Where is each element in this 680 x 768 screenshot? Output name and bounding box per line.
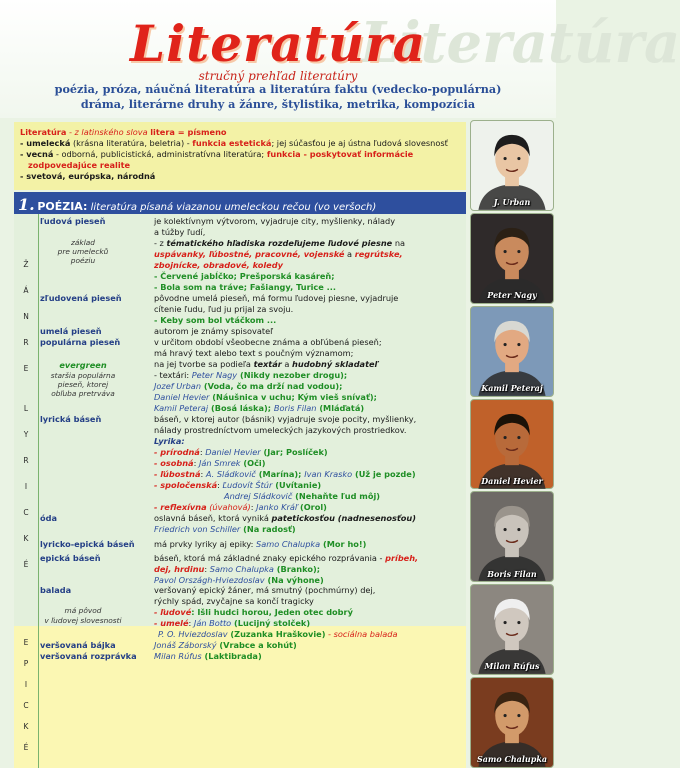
side-letter: E [23,638,29,647]
side-spacer [14,382,38,396]
table-row [38,216,466,293]
side-letter: R [23,338,29,347]
author-name: Kamil Peteraj [154,402,209,413]
work-title: (Laktibrada) [201,651,262,662]
work-title: (Na radosť) [240,523,296,534]
author-portrait [470,306,554,397]
genre-label: ľudová pieseň [40,216,106,226]
work-title: (Orol) [297,501,327,512]
author-name: Andrej Sládkovič [224,490,293,501]
table-row [38,513,466,535]
work-title: (Branko); [273,563,320,574]
text-span: tématického hľadiska rozdeľujeme ľudové piesne [166,237,393,248]
genre-note: poéziu [70,256,96,266]
genre-cell [38,553,150,586]
text-span: a [281,358,293,369]
text-span: oslavná báseň, ktorá vyniká [154,512,272,523]
author-name: Pavol Országh-Hviezdoslav [154,574,265,585]
text-span: - umelé [154,618,189,629]
topics-line-2: dráma, literárne druhy a žánre, štylistika, metrika, kompozícia [80,96,476,111]
portrait-caption: Kamil Peteraj [481,382,543,393]
intro-text: ; jej súčasťou je aj ústna ľudová slovesnosť [271,137,448,148]
work-title: : Išli hudci horou, Jeden otec dobrý [191,607,353,618]
table-row [38,651,466,662]
portrait-caption: Samo Chalupka [476,754,548,765]
description-line [154,575,464,586]
table-row [38,293,466,326]
genre-note: má pôvod [64,606,102,616]
genre-cell [38,585,150,640]
author-name: P. O. Hviezdoslav [158,629,228,640]
table-row [38,539,466,550]
description-line [154,640,464,651]
side-letter: N [23,312,29,321]
intro-text: funkcia estetická [192,137,272,148]
description-line [154,491,464,502]
lyric-type: - spoločenská [154,479,218,490]
text-span: hudobný skladateľ [292,358,378,369]
genre-description [150,640,466,651]
text-span: regrútske, [354,248,403,259]
text-span: : [204,563,210,574]
author-name: Janko Kráľ [256,501,298,512]
description-line [154,447,464,458]
description-line [154,564,464,575]
text-span: - sociálna balada [325,629,398,640]
description-line: - Bola som na tráve; Fašiangy, Turice ... [154,281,337,292]
description-line [154,618,464,629]
text-span: uspávanky, ľúbostné, pracovné, vojenské [154,248,345,259]
side-letter: K [23,534,29,543]
work-title: (Nehaňte ľud môj) [292,490,380,501]
description-line: Lyrika: [154,435,185,446]
genre-note: základ [71,237,95,247]
author-name: Friedrich von Schiller [154,523,241,534]
genre-description [150,414,466,513]
description-line: zbojnícke, obradové, koledy [154,259,283,270]
side-letter: C [23,508,29,517]
intro-term: - umelecká [20,137,71,148]
genre-cell [38,326,150,337]
intro-term: - vecná [20,148,54,159]
genre-label: zľudovená pieseň [40,292,122,303]
intro-line [20,149,460,160]
genre-label: lyrická báseň [40,413,102,424]
work-title: (Marína); [255,468,305,479]
work-title: (Nikdy nezober drogu); [237,369,348,380]
table-row [38,326,466,337]
portrait-caption: Peter Nagy [487,290,537,300]
genre-cell [38,293,150,326]
description-line [154,524,464,535]
side-letter: I [24,680,28,689]
description-line: nálady prostredníctvom umeleckých jazykových prostriedkov. [154,424,407,435]
intro-text: - odborná, publicistická, administratívna literatúra; [53,148,267,159]
section-title: POÉZIA: [37,200,88,213]
text-span: : [193,457,199,468]
genre-note: v ľudovej slovesnosti [44,615,122,625]
author-portrait [470,120,554,211]
header [0,0,680,118]
description-line: rýchly spád, zvyčajne sa končí tragicky [154,596,314,607]
description-line [154,553,464,564]
side-label-epic [14,632,38,758]
intro-line [20,138,460,149]
work-title: (Oči) [240,457,266,468]
work-title: (Mor ho!) [320,538,367,549]
text-span: textár [253,358,282,369]
text-span: dej, hrdinu [154,563,205,574]
text-span: a [344,248,355,259]
intro-text: funkcia - poskytovať informácie [266,148,414,159]
side-letter: É [23,743,29,752]
side-letter: Y [23,430,29,439]
author-name: Samo Chalupka [256,538,321,549]
genre-cell [38,539,150,550]
description-line: a túžby ľudí, [154,226,206,237]
author-name: Ivan Krasko [304,468,353,479]
description-line: má hravý text alebo text s poučným významom; [154,347,354,358]
intro-text: - z latinského slova [66,127,151,137]
genre-label: umelá pieseň [40,325,102,336]
work-title: (Náušnica v uchu; Kým vieš snívať); [209,391,377,402]
lyric-type: - osobná [154,457,194,468]
genre-cell [38,216,150,293]
description-line: - Keby som bol vtáčkom ... [154,314,277,325]
description-line: pôvodne umelá pieseň, má formu ľudovej piesne, vyjadruje [154,292,399,303]
genre-label: lyricko-epická báseň [40,538,135,549]
author-portrait [470,213,554,304]
description-line: autorom je známy spisovateľ [154,325,274,336]
text-span: : [250,501,257,512]
side-letter: É [23,560,29,569]
author-portrait [470,491,554,582]
text-span: na jej tvorbe sa podieľa [154,358,254,369]
intro-term: Literatúra [20,127,67,137]
author-name: Jozef Urban [154,380,202,391]
description-line: báseň, v ktorej autor (básnik) vyjadruje svoje pocity, myšlienky, [154,413,417,424]
text-span: báseň, ktorá má základné znaky epického rozprávania - [154,552,386,563]
work-title: (Vrabce a kohút) [216,640,297,651]
description-line: cítenie ľudu, ľud ju prijal za svoju. [154,303,294,314]
work-title: (Na výhone) [264,574,324,585]
text-span: (úvahová) [206,501,251,512]
genre-subterm: evergreen [59,359,107,370]
description-line [154,651,464,662]
side-letter: Ž [23,260,29,269]
work-title: (Uvítanie) [272,479,322,490]
genre-note: obľuba pretrváva [51,389,115,399]
genre-cell [38,337,150,414]
genre-note: pieseň, ktorej [57,380,109,390]
author-name: Ján Botto [193,618,232,629]
description-line [154,629,464,640]
genre-description [150,539,466,550]
work-title: (Jar; Poslíček) [260,446,328,457]
text-span: - z [154,237,167,248]
genre-description [150,513,466,535]
description-line [154,539,464,550]
portrait-caption: Daniel Hevier [481,475,543,486]
genre-note: staršia populárna [50,370,116,380]
genre-label: veršovaná rozprávka [40,651,137,662]
description-line [154,238,464,249]
table-row [38,414,466,513]
table-row [38,585,466,640]
intro-text: (krásna literatúra, beletria) - [70,137,193,148]
description-line [154,381,464,392]
table-row [38,640,466,651]
text-span: na [392,237,406,248]
topics-line-1: poézia, próza, náučná literatúra a literatúra faktu (vedecko-populárna) [54,82,502,96]
side-letter: Á [23,286,29,295]
description-line [154,502,464,513]
text-span: : [217,479,223,490]
author-portrait [470,584,554,675]
lyric-type: - prírodná [154,446,200,457]
genre-cell [38,414,150,513]
portrait-caption: Boris Filan [487,568,537,579]
intro-text: litera = písmeno [150,127,227,137]
table-row [38,553,466,586]
description-line: v určitom období všeobecne známa a obľúbená pieseň; [154,336,382,347]
genre-description [150,651,466,662]
title-watermark: Literatúra [360,10,680,76]
portrait-caption: Milan Rúfus [484,661,540,672]
lyric-type: - reflexívna [154,501,207,512]
genre-description [150,326,466,337]
side-letter: C [23,701,29,710]
author-portrait [470,399,554,490]
section-text: literatúra písaná [87,202,177,213]
description-line: - Červené jabĺčko; Prešporská kasáreň; [154,270,335,281]
author-portrait [470,677,554,768]
table-row [38,337,466,414]
side-letter: R [23,456,29,465]
lyric-type: - ľúbostná [154,468,201,479]
side-label-lyric [14,252,38,578]
author-name: Jonáš Záborský [154,640,217,651]
description-line [154,403,464,414]
side-letter: E [23,364,29,373]
text-span: : [199,446,206,457]
work-title: (Bosá láska); [208,402,274,413]
text-span: príbeh, [385,552,419,563]
author-name: A. Sládkovič [205,468,256,479]
genre-description [150,553,466,586]
text-span: - ľudové [154,607,192,618]
author-name: Daniel Hevier [205,446,261,457]
work-title: (Voda, čo ma drží nad vodou); [201,380,343,391]
work-title: (Mláďatá) [316,402,365,413]
author-name: Peter Nagy [191,369,238,380]
description-line [154,480,464,491]
author-name: Ján Smrek [198,457,241,468]
author-name: Samo Chalupka [209,563,274,574]
genre-label: balada [40,585,72,596]
genre-cell [38,640,150,651]
work-title: (Už je pozde) [352,468,416,479]
description-line [154,359,464,370]
description-line [154,249,464,260]
genre-description [150,585,466,640]
work-title: (Zuzanka Hraškovie) [227,629,326,640]
description-line [154,392,464,403]
genre-table [38,216,466,768]
genre-note: pre umelecků [57,247,109,257]
work-title: (Lucijný stolček) [231,618,311,629]
intro-line: zodpovedajúce realite [28,159,131,170]
text-span: : [188,618,194,629]
genre-label: óda [40,512,58,523]
section-heading [14,192,466,214]
genre-description [150,216,466,293]
text-span: : [200,468,206,479]
text-span: má prvky lyriky aj epiky: [154,538,257,549]
intro-line: - svetová, európska, národná [20,170,156,181]
section-number: 1. [18,195,35,214]
page-title: Literatúra [130,14,426,73]
side-letter: K [23,722,29,731]
text-span: - textári: [154,369,192,380]
genre-cell [38,513,150,535]
genre-cell [38,651,150,662]
side-letter: I [24,482,28,491]
page-subtitle: stručný prehľad literatúry [198,69,358,83]
description-line: je kolektívnym výtvorom, vyjadruje city, myšlienky, nálady [154,216,396,226]
author-name: Milan Rúfus [154,651,202,662]
intro-line [20,127,460,138]
author-name: Daniel Hevier [154,391,210,402]
description-line: veršovaný epický žáner, má smutný (pochmúrny) dej, [154,585,376,596]
genre-description [150,293,466,326]
text-span: patetickosťou (nadnesenosťou) [271,512,416,523]
description-line [154,370,464,381]
description-line [154,607,464,618]
genre-label: populárna pieseň [40,336,121,347]
side-letter: P [23,659,29,668]
genre-label: veršovaná bájka [40,640,116,651]
description-line [154,458,464,469]
description-line [154,513,464,524]
author-portraits [470,120,554,768]
intro-box [14,122,466,190]
side-letter: L [23,404,29,413]
description-line [154,469,464,480]
genre-label: epická báseň [40,552,101,563]
portrait-caption: J. Urban [493,197,531,208]
author-name: Ľudovít Štúr [222,479,273,490]
author-name: Boris Filan [273,402,317,413]
genre-description [150,337,466,414]
section-highlight: viazanou umeleckou rečou (vo veršoch) [176,202,377,213]
topics-list [0,82,556,112]
